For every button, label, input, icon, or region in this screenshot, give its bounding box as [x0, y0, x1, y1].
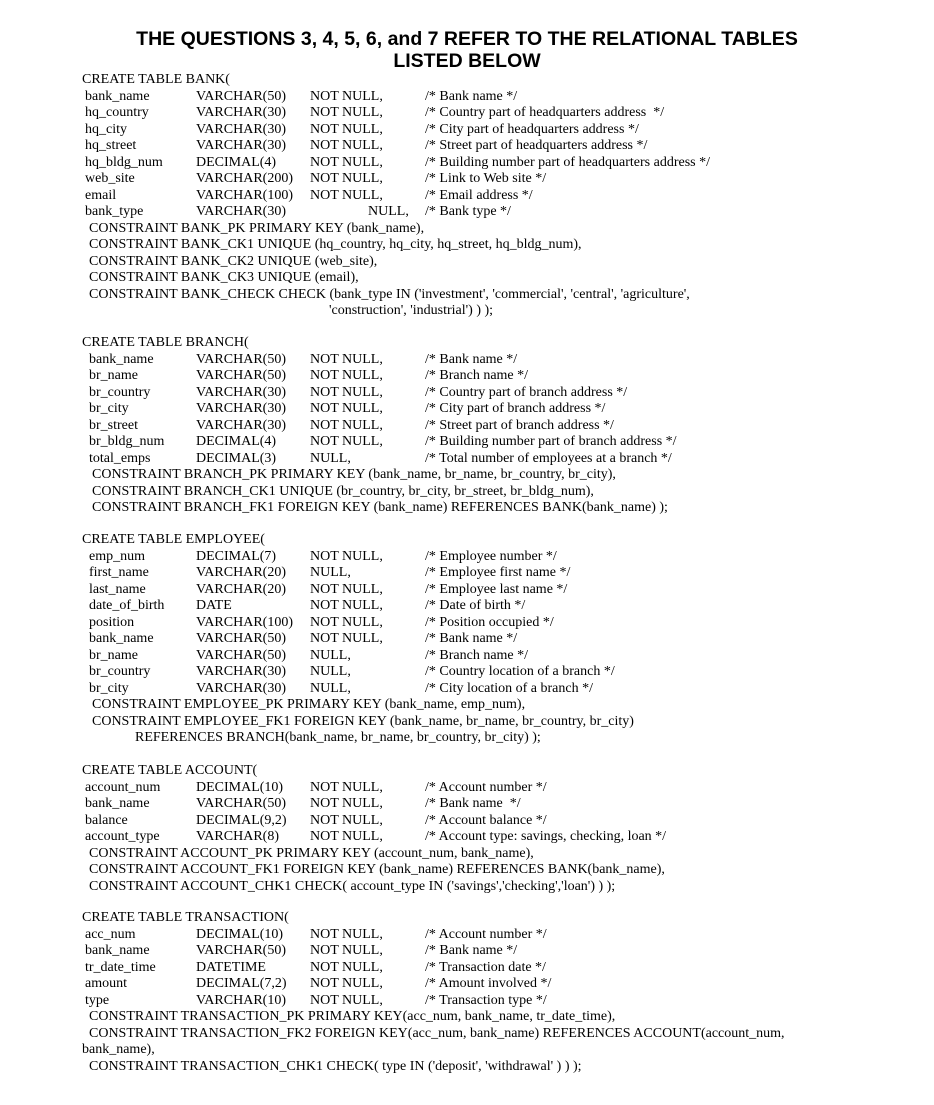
- code-text: br_city: [89, 680, 129, 696]
- code-text: hq_country: [85, 105, 149, 120]
- code-text: /* Bank name */: [425, 796, 521, 811]
- code-text: NOT NULL,: [310, 401, 383, 416]
- code-text: /* Street part of headquarters address */: [425, 138, 648, 153]
- code-text: NOT NULL,: [310, 959, 383, 975]
- code-text: /* Street part of branch address */: [425, 417, 614, 433]
- code-text: /* Bank name */: [425, 351, 518, 367]
- code-text: NULL,: [368, 204, 409, 219]
- code-text: /* Amount involved */: [425, 976, 552, 991]
- code-text: CONSTRAINT BRANCH_FK1 FOREIGN KEY (bank_name) REFERENCES BANK(bank_name) );: [92, 500, 668, 515]
- code-text: NOT NULL,: [310, 187, 383, 203]
- code-text: VARCHAR(50): [196, 351, 286, 367]
- code-text: VARCHAR(20): [196, 565, 286, 580]
- page-title-line-2: LISTED BELOW: [393, 50, 541, 72]
- code-text: VARCHAR(50): [196, 796, 286, 811]
- code-text: NOT NULL,: [310, 581, 383, 597]
- code-text: NOT NULL,: [310, 351, 383, 367]
- code-text: br_country: [89, 664, 151, 679]
- code-text: bank_name: [85, 796, 150, 811]
- code-text: /* Transaction date */: [425, 959, 546, 975]
- code-text: VARCHAR(50): [196, 631, 286, 646]
- code-text: /* Bank name */: [425, 631, 518, 646]
- code-text: CONSTRAINT ACCOUNT_CHK1 CHECK( account_type IN ('savings','checking','loan') ) );: [89, 878, 616, 894]
- code-text: DECIMAL(7,2): [196, 976, 287, 991]
- code-text: CONSTRAINT BANK_CK3 UNIQUE (email),: [89, 270, 359, 285]
- code-text: NULL,: [310, 565, 351, 580]
- code-text: /* Employee last name */: [425, 581, 568, 597]
- page-title-line-1: THE QUESTIONS 3, 4, 5, 6, and 7 REFER TO THE RELATIONAL TABLES: [136, 28, 798, 50]
- code-text: /* Bank type */: [425, 204, 511, 219]
- code-text: VARCHAR(30): [196, 680, 286, 696]
- code-text: NOT NULL,: [310, 614, 383, 630]
- code-text: /* Link to Web site */: [425, 171, 547, 186]
- code-text: /* Account balance */: [425, 812, 547, 828]
- code-text: br_street: [89, 417, 138, 433]
- code-text: acc_num: [85, 926, 136, 942]
- code-text: tr_date_time: [85, 959, 156, 975]
- code-text: br_name: [89, 647, 138, 663]
- code-text: /* Building number part of branch address */: [425, 434, 677, 449]
- code-text: NOT NULL,: [310, 631, 383, 646]
- code-text: date_of_birth: [89, 598, 165, 613]
- code-text: hq_street: [85, 138, 137, 153]
- code-text: VARCHAR(8): [196, 829, 279, 844]
- code-text: /* City part of branch address */: [425, 401, 606, 416]
- code-text: VARCHAR(100): [196, 187, 293, 203]
- code-text: hq_bldg_num: [85, 154, 163, 170]
- code-text: DECIMAL(4): [196, 434, 277, 449]
- code-text: last_name: [89, 581, 146, 597]
- code-text: total_emps: [89, 450, 151, 466]
- code-text: CONSTRAINT BANK_CHECK CHECK (bank_type IN ('investment', 'commercial', 'central', 'agriculture',: [89, 286, 690, 302]
- code-text: /* Account type: savings, checking, loan */: [425, 829, 667, 844]
- code-text: balance: [85, 812, 128, 828]
- code-text: CREATE TABLE EMPLOYEE(: [82, 532, 265, 547]
- code-text: /* Total number of employees at a branch */: [425, 450, 672, 466]
- code-text: VARCHAR(50): [196, 943, 286, 958]
- code-text: NOT NULL,: [310, 548, 383, 564]
- code-text: CONSTRAINT BRANCH_PK PRIMARY KEY (bank_name, br_name, br_country, br_city),: [92, 467, 616, 482]
- code-text: bank_name: [85, 943, 150, 958]
- code-text: br_country: [89, 384, 151, 400]
- code-text: NOT NULL,: [310, 88, 383, 104]
- code-text: CONSTRAINT BANK_CK2 UNIQUE (web_site),: [89, 253, 378, 269]
- code-text: /* Branch name */: [425, 647, 529, 663]
- code-text: NULL,: [310, 680, 351, 696]
- code-text: bank_name: [89, 631, 154, 646]
- code-text: NOT NULL,: [310, 926, 383, 942]
- code-text: CONSTRAINT TRANSACTION_PK PRIMARY KEY(acc_num, bank_name, tr_date_time),: [89, 1009, 616, 1024]
- code-text: NULL,: [310, 450, 351, 466]
- code-text: /* Country location of a branch */: [425, 664, 615, 679]
- code-text: VARCHAR(50): [196, 88, 286, 104]
- code-text: type: [85, 992, 110, 1008]
- code-text: web_site: [85, 171, 135, 186]
- code-text: NOT NULL,: [310, 368, 383, 383]
- code-text: CONSTRAINT EMPLOYEE_FK1 FOREIGN KEY (bank_name, br_name, br_country, br_city): [92, 713, 634, 729]
- code-text: NOT NULL,: [310, 105, 383, 120]
- code-text: DECIMAL(10): [196, 779, 284, 795]
- code-text: DATE: [196, 598, 232, 613]
- code-text: /* Branch name */: [425, 368, 529, 383]
- code-text: bank_type: [85, 204, 144, 219]
- code-text: VARCHAR(50): [196, 647, 286, 663]
- code-text: /* Email address */: [425, 187, 533, 203]
- code-text: DECIMAL(10): [196, 926, 284, 942]
- code-text: 'construction', 'industrial') ) );: [329, 303, 494, 318]
- code-text: NOT NULL,: [310, 779, 383, 795]
- code-text: DECIMAL(9,2): [196, 812, 287, 828]
- code-text: /* Account number */: [425, 779, 547, 795]
- code-text: VARCHAR(50): [196, 368, 286, 383]
- code-text: account_type: [85, 829, 160, 844]
- code-text: br_name: [89, 368, 138, 383]
- code-text: NOT NULL,: [310, 384, 383, 400]
- code-text: VARCHAR(10): [196, 992, 286, 1008]
- code-text: /* City location of a branch */: [425, 680, 593, 696]
- code-text: bank_name: [89, 351, 154, 367]
- code-text: NOT NULL,: [310, 434, 383, 449]
- code-text: /* Bank name */: [425, 88, 518, 104]
- code-text: VARCHAR(30): [196, 204, 286, 219]
- code-text: emp_num: [89, 548, 145, 564]
- code-text: CONSTRAINT EMPLOYEE_PK PRIMARY KEY (bank_name, emp_num),: [92, 697, 526, 712]
- code-text: /* Country part of branch address */: [425, 384, 628, 400]
- code-text: CONSTRAINT BANK_PK PRIMARY KEY (bank_name),: [89, 220, 425, 236]
- code-text: account_num: [85, 779, 161, 795]
- code-text: VARCHAR(30): [196, 664, 286, 679]
- code-text: /* Employee number */: [425, 548, 557, 564]
- code-text: position: [89, 614, 135, 630]
- code-text: /* Country part of headquarters address */: [425, 105, 665, 120]
- code-text: VARCHAR(200): [196, 171, 293, 186]
- code-text: VARCHAR(30): [196, 121, 286, 137]
- code-text: CONSTRAINT BRANCH_CK1 UNIQUE (br_country, br_city, br_street, br_bldg_num),: [92, 483, 594, 499]
- code-text: first_name: [89, 565, 149, 580]
- code-text: bank_name),: [82, 1042, 155, 1057]
- code-text: /* Account number */: [425, 926, 547, 942]
- code-text: NOT NULL,: [310, 171, 383, 186]
- code-text: NOT NULL,: [310, 598, 383, 613]
- code-text: DECIMAL(4): [196, 154, 277, 170]
- code-text: NOT NULL,: [310, 154, 383, 170]
- code-text: br_city: [89, 401, 129, 416]
- code-text: /* Building number part of headquarters address */: [425, 154, 710, 170]
- code-text: amount: [85, 976, 127, 991]
- code-text: NULL,: [310, 664, 351, 679]
- code-text: br_bldg_num: [89, 434, 165, 449]
- code-text: VARCHAR(30): [196, 384, 286, 400]
- code-text: VARCHAR(20): [196, 581, 286, 597]
- code-text: NOT NULL,: [310, 121, 383, 137]
- code-text: VARCHAR(30): [196, 105, 286, 120]
- code-text: CREATE TABLE BRANCH(: [82, 335, 249, 350]
- code-text: CONSTRAINT TRANSACTION_FK2 FOREIGN KEY(acc_num, bank_name) REFERENCES ACCOUNT(account_num,: [89, 1025, 785, 1041]
- code-text: /* Transaction type */: [425, 992, 547, 1008]
- code-text: REFERENCES BRANCH(bank_name, br_name, br_country, br_city) );: [135, 730, 541, 745]
- code-text: CREATE TABLE TRANSACTION(: [82, 910, 289, 925]
- code-text: DECIMAL(3): [196, 450, 277, 466]
- code-text: /* City part of headquarters address */: [425, 121, 639, 137]
- code-text: NOT NULL,: [310, 812, 383, 828]
- code-text: VARCHAR(30): [196, 417, 286, 433]
- code-text: CREATE TABLE BANK(: [82, 72, 230, 87]
- code-text: DECIMAL(7): [196, 548, 277, 564]
- code-text: CONSTRAINT ACCOUNT_FK1 FOREIGN KEY (bank_name) REFERENCES BANK(bank_name),: [89, 862, 665, 877]
- code-text: NOT NULL,: [310, 417, 383, 433]
- code-text: NOT NULL,: [310, 943, 383, 958]
- code-text: CONSTRAINT BANK_CK1 UNIQUE (hq_country, hq_city, hq_street, hq_bldg_num),: [89, 237, 582, 252]
- code-text: NOT NULL,: [310, 976, 383, 991]
- code-text: /* Bank name */: [425, 943, 518, 958]
- code-text: NOT NULL,: [310, 829, 383, 844]
- code-text: bank_name: [85, 88, 150, 104]
- code-text: CONSTRAINT TRANSACTION_CHK1 CHECK( type IN ('deposit', 'withdrawal' ) ) );: [89, 1058, 582, 1074]
- code-text: VARCHAR(30): [196, 138, 286, 153]
- code-text: /* Date of birth */: [425, 598, 526, 613]
- code-text: NOT NULL,: [310, 796, 383, 811]
- code-text: VARCHAR(30): [196, 401, 286, 416]
- code-text: /* Position occupied */: [425, 614, 554, 630]
- code-text: /* Employee first name */: [425, 565, 571, 580]
- code-text: DATETIME: [196, 959, 266, 975]
- code-text: NOT NULL,: [310, 138, 383, 153]
- code-text: hq_city: [85, 121, 127, 137]
- code-text: CONSTRAINT ACCOUNT_PK PRIMARY KEY (account_num, bank_name),: [89, 845, 534, 861]
- code-text: email: [85, 187, 117, 203]
- code-text: NULL,: [310, 647, 351, 663]
- code-text: NOT NULL,: [310, 992, 383, 1008]
- code-text: CREATE TABLE ACCOUNT(: [82, 763, 258, 778]
- code-text: VARCHAR(100): [196, 614, 293, 630]
